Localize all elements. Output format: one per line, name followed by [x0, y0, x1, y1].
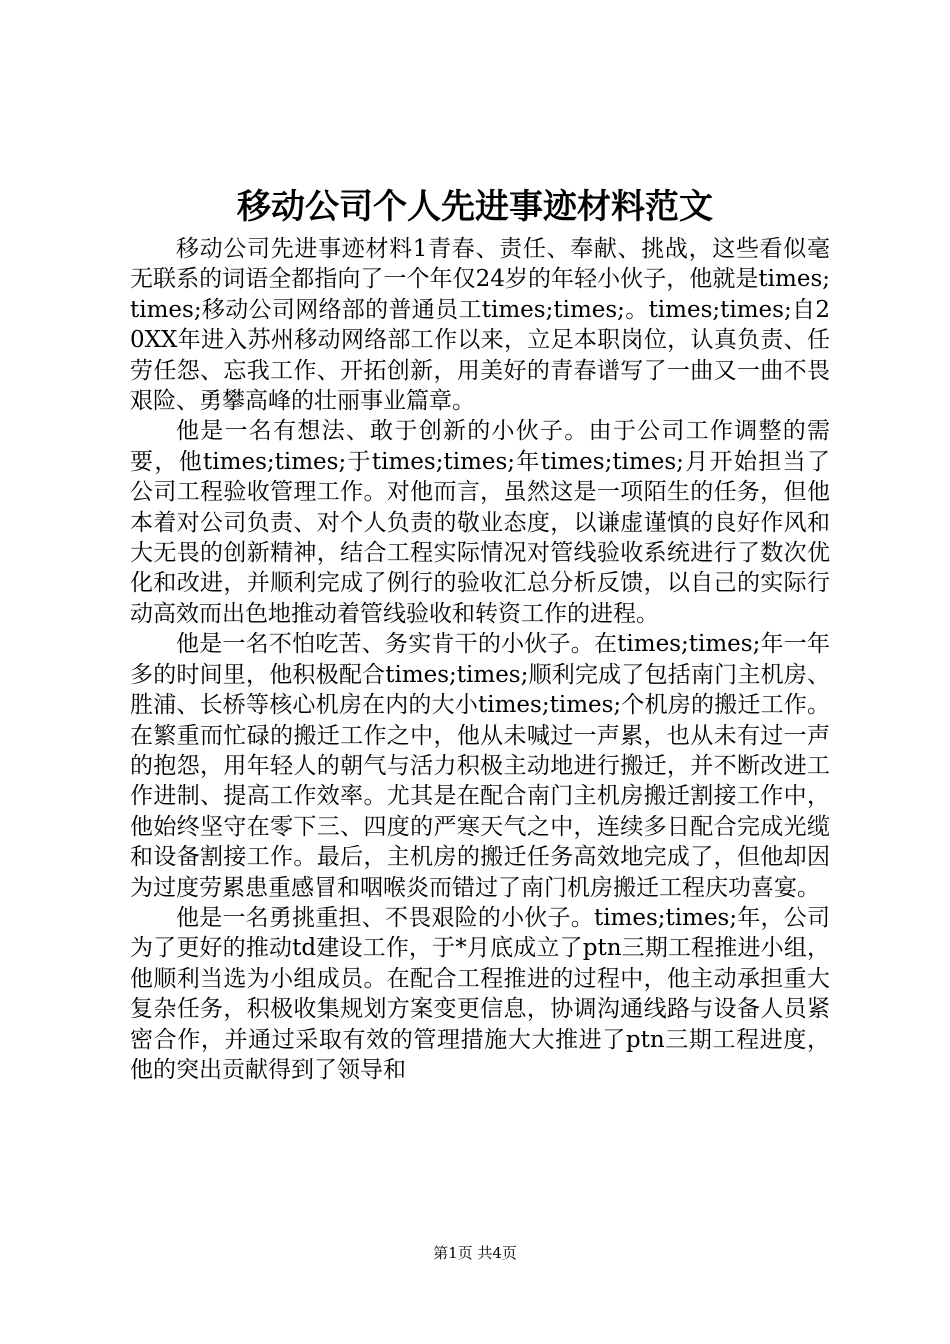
- paragraph: 移动公司先进事迹材料1青春、责任、奉献、挑战，这些看似毫无联系的词语全都指向了一个年仅24岁的年轻小伙子，他就是times;times;移动公司网络部的普通员工times;times;。times;times;自20XX年进入苏州移动网络部工作以来，立足本职岗位，认真负责、任劳任怨、忘我工作、开拓创新，用美好的青春谱写了一曲又一曲不畏艰险、勇攀高峰的壮丽事业篇章。: [130, 236, 830, 415]
- document-title: 移动公司个人先进事迹材料范文: [237, 187, 713, 227]
- document-body: [130, 234, 830, 1085]
- paragraph: 他是一名有想法、敢于创新的小伙子。由于公司工作调整的需要，他times;times;于times;times;年times;times;月开始担当了公司工程验收管理工作。对他而言，虽然这是一项陌生的任务，但他本着对公司负责、对个人负责的敬业态度，以谦虚谨慎的良好作风和大无畏的创新精神，结合工程实际情况对管线验收系统进行了数次优化和改进，并顺利完成了例行的验收汇总分析反馈，以自己的实际行动高效而出色地推动着管线验收和转资工作的进程。: [130, 418, 830, 627]
- paragraph: 他是一名勇挑重担、不畏艰险的小伙子。times;times;年，公司为了更好的推动td建设工作，于*月底成立了ptn三期工程推进小组，他顺利当选为小组成员。在配合工程推进的过程中，他主动承担重大复杂任务，积极收集规划方案变更信息，协调沟通线路与设备人员紧密合作，并通过采取有效的管理措施大大推进了ptn三期工程进度，他的突出贡献得到了领导和: [130, 904, 830, 1083]
- page-number-footer: 第1页 共4页: [433, 1244, 517, 1262]
- paragraph: 他是一名不怕吃苦、务实肯干的小伙子。在times;times;年一年多的时间里，他积极配合times;times;顺利完成了包括南门主机房、胜浦、长桥等核心机房在内的大小times;times;个机房的搬迁工作。在繁重而忙碌的搬迁工作之中，他从未喊过一声累，也从未有过一声的抱怨，用年轻人的朝气与活力积极主动地进行搬迁，并不断改进工作进制、提高工作效率。尤其是在配合南门主机房搬迁割接工作中，他始终坚守在零下三、四度的严寒天气之中，连续多日配合完成光缆和设备割接工作。最后，主机房的搬迁任务高效地完成了，但他却因为过度劳累患重感冒和咽喉炎而错过了南门机房搬迁工程庆功喜宴。: [130, 631, 830, 901]
